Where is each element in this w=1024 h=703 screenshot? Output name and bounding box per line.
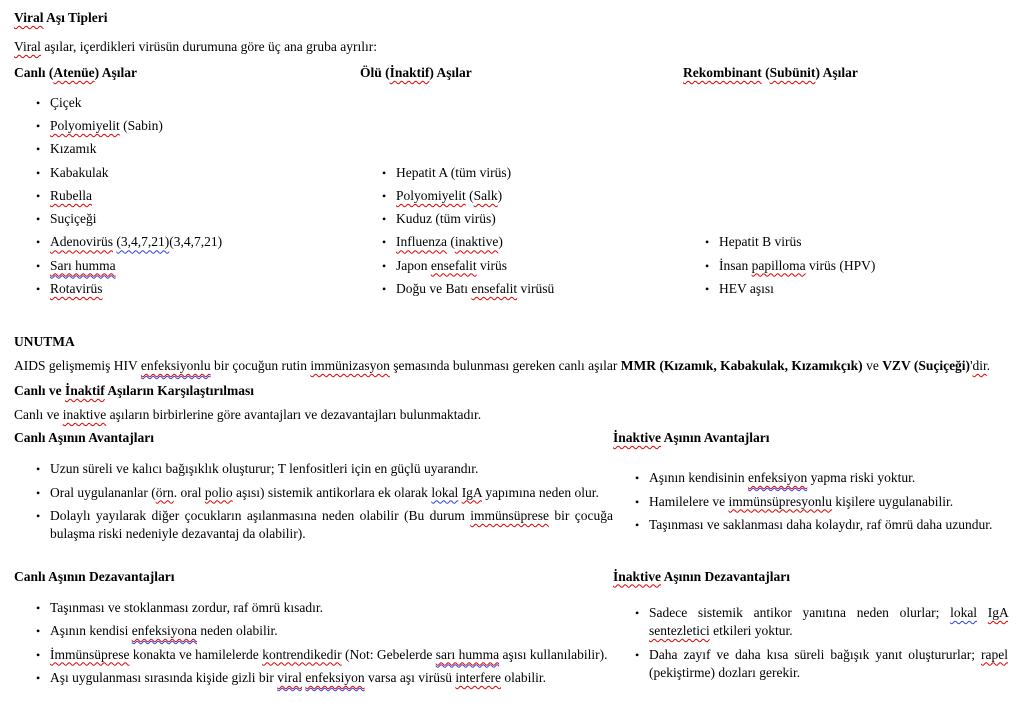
list-item: • Influenza (inaktive) (396, 233, 683, 251)
list-item: • Daha zayıf ve daha kısa süreli bağışık yanıt oluştururlar; rapel (pekiştirme) dozları gerekir. (649, 646, 1008, 682)
list-item: • HEV aşısı (719, 280, 1010, 298)
list-item: • Kızamık (50, 140, 360, 158)
list-item: • Dolaylı yayılarak diğer çocukların aşılanmasına neden olabilir (Bu durum immünsüprese bir çocuğa bulaşma riski nedeniyle dezavantaj da olabilir). (50, 507, 613, 543)
list-item: • Oral uygulananlar (örn. oral polio aşısı) sistemik antikorlara ek olarak lokal IgA yapımına neden olur. (50, 484, 613, 502)
intro-line: Viral aşılar, içerdikleri virüsün durumuna göre üç ana gruba ayrılır: (14, 39, 378, 54)
list-item: • Aşının kendisi enfeksiyona neden olabilir. (50, 622, 613, 640)
inactive-advantages-list (613, 469, 1010, 540)
vaccine-types-table (14, 63, 1010, 298)
recombinant-vaccines-list (683, 233, 1010, 298)
list-item: • Sarı humma (50, 257, 360, 275)
list-item: • Çiçek (50, 94, 360, 112)
list-item: • Kuduz (tüm virüs) (396, 210, 683, 228)
reminder-body: AIDS gelişmemiş HIV enfeksiyonlu bir çocuğun rutin immünizasyon şemasında bulunması gereken canlı aşılar MMR (Kızamık, Kabakulak, Kızamıkçık) ve VZV (Suçiçeği)'dir. (14, 358, 991, 373)
list-item: • İmmünsüprese konakta ve hamilelerde kontrendikedir (Not: Gebelerde sarı humma aşısı kullanılabilir). (50, 646, 613, 664)
live-disadvantages-list (14, 599, 613, 693)
inactive-advantages-header: İnaktive Aşının Avantajları (613, 430, 770, 445)
list-item: • Japon ensefalit virüs (396, 257, 683, 275)
reminder-heading: UNUTMA (14, 334, 75, 349)
list-item: • Sadece sistemik antikor yanıtına neden olurlar; lokal IgA sentezletici etkileri yoktur. (649, 604, 1008, 640)
comparison-grid (14, 428, 1010, 703)
list-item: • Polyomiyelit (Sabin) (50, 117, 360, 135)
list-item: • İnsan papilloma virüs (HPV) (719, 257, 1010, 275)
list-item: • Taşınması ve saklanması daha kolaydır, raf ömrü daha uzundur. (649, 516, 1008, 534)
column-header-inactivated-vaccines: Ölü (İnaktif) Aşılar (360, 65, 472, 80)
list-item: • Taşınması ve stoklanması zordur, raf ömrü kısadır. (50, 599, 613, 617)
live-disadvantages-header: Canlı Aşının Dezavantajları (14, 568, 175, 584)
list-item: • Uzun süreli ve kalıcı bağışıklık oluşturur; T lenfositleri için en güçlü uyarandır. (50, 460, 613, 478)
list-item: • Polyomiyelit (Salk) (396, 187, 683, 205)
list-item: • Kabakulak (50, 164, 360, 182)
comparison-intro: Canlı ve inaktive aşıların birbirlerine göre avantajları ve dezavantajları bulunmaktadır. (14, 407, 482, 422)
live-advantages-list (14, 460, 613, 549)
live-advantages-header: Canlı Aşının Avantajları (14, 430, 155, 445)
inactive-disadvantages-header: İnaktive Aşının Dezavantajları (613, 568, 791, 584)
list-item: • Adenovirüs (3,4,7,21)(3,4,7,21) (50, 233, 360, 251)
comparison-heading: Canlı ve İnaktif Aşıların Karşılaştırılması (14, 383, 255, 398)
inactivated-vaccines-list (360, 164, 683, 298)
list-item: • Doğu ve Batı ensefalit virüsü (396, 280, 683, 298)
doc-title: Viral Aşı Tipleri (14, 10, 108, 25)
list-item: • Aşı uygulanması sırasında kişide gizli bir viral enfeksiyon varsa aşı virüsü interfere olabilir. (50, 669, 613, 687)
list-item: • Hamilelere ve immünsüpresyonlu kişilere uygulanabilir. (649, 493, 1008, 511)
list-item: • Aşının kendisinin enfeksiyon yapma riski yoktur. (649, 469, 1008, 487)
live-vaccines-list (14, 94, 360, 298)
document-page (14, 8, 1010, 703)
list-item: • Hepatit A (tüm virüs) (396, 164, 683, 182)
column-header-live-vaccines: Canlı (Atenüe) Aşılar (14, 65, 138, 80)
list-item: • Rotavirüs (50, 280, 360, 298)
column-header-recombinant-vaccines: Rekombinant (Subünit) Aşılar (683, 65, 858, 80)
list-item: • Hepatit B virüs (719, 233, 1010, 251)
list-item: • Rubella (50, 187, 360, 205)
list-item: • Suçiçeği (50, 210, 360, 228)
